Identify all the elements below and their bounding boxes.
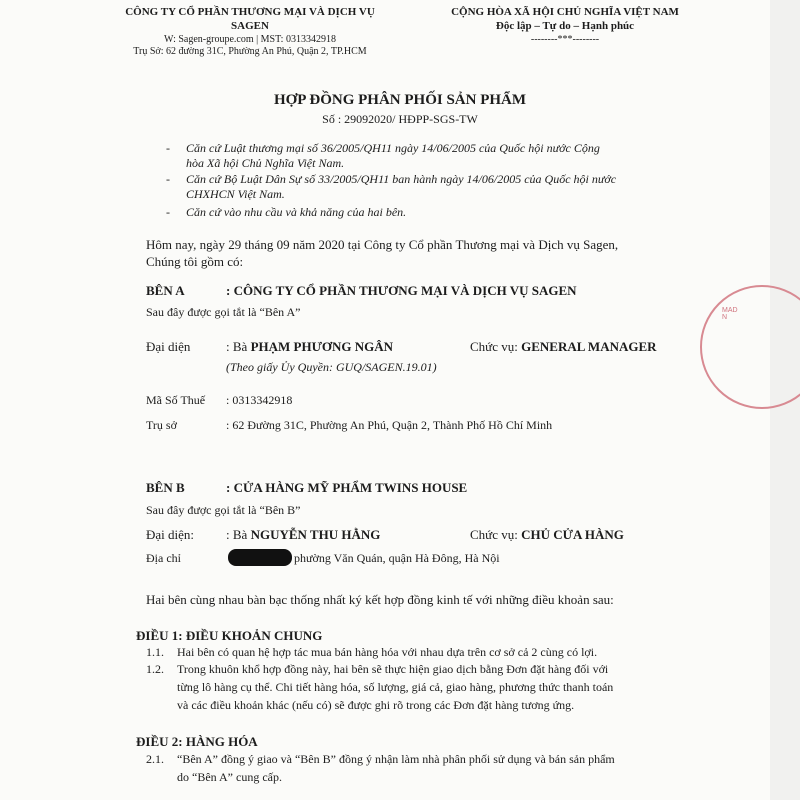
party-b-alias: Sau đây được gọi tắt là “Bên B” <box>146 503 301 517</box>
party-a-authorization: (Theo giấy Ủy Quyền: GUQ/SAGEN.19.01) <box>226 360 437 374</box>
article-1-title: ĐIỀU 1: ĐIỀU KHOẢN CHUNG <box>136 628 323 643</box>
agreement-text: Hai bên cùng nhau bàn bạc thống nhất ký kết hợp đồng kinh tế với những điều khoản sau: <box>146 592 614 607</box>
basis-bullet: - <box>166 172 170 186</box>
article-2-1-num: 2.1. <box>146 752 164 766</box>
company-name-line2: SAGEN <box>231 20 269 32</box>
party-a-alias: Sau đây được gọi tắt là “Bên A” <box>146 305 301 319</box>
basis-bullet: - <box>166 141 170 155</box>
basis-3-line1: Căn cứ vào nhu cầu và khả năng của hai bên. <box>186 205 407 219</box>
article-1-2-line3: và các điều khoản khác (nếu có) sẽ được ghi rõ trong các Đơn đặt hàng tương ứng. <box>177 698 575 712</box>
article-1-1-line1: Hai bên có quan hệ hợp tác mua bán hàng hóa với nhau dựa trên cơ sở cả 2 cùng có lợi. <box>177 645 598 659</box>
article-1-2-num: 1.2. <box>146 662 164 676</box>
party-a-position-value: GENERAL MANAGER <box>521 339 657 354</box>
redacted-block <box>228 549 292 566</box>
contract-number: Số : 29092020/ HĐPP-SGS-TW <box>322 112 478 126</box>
intro-line1: Hôm nay, ngày 29 tháng 09 năm 2020 tại Công ty Cổ phần Thương mại và Dịch vụ Sagen, <box>146 237 619 252</box>
party-a-rep-label: Đại diện <box>146 339 191 354</box>
party-b-rep-name: NGUYỄN THU HẰNG <box>250 527 381 542</box>
article-1-2-line1: Trong khuôn khổ hợp đồng này, hai bên sẽ thực hiện giao dịch bằng Đơn đặt hàng đối với <box>177 662 609 676</box>
party-b-address: phường Văn Quán, quận Hà Đông, Hà Nội <box>294 551 500 565</box>
article-1-1-num: 1.1. <box>146 645 164 659</box>
party-a-position-label: Chức vụ: <box>470 339 522 354</box>
article-2-title: ĐIỀU 2: HÀNG HÓA <box>136 734 258 749</box>
party-a-rep-prefix: : Bà <box>226 339 251 354</box>
party-b-position-value: CHỦ CỬA HÀNG <box>521 527 624 542</box>
basis-2-line2: CHXHCN Việt Nam. <box>186 187 285 201</box>
party-a-tax-label: Mã Số Thuế <box>146 393 206 407</box>
company-name-line1: CÔNG TY CỔ PHẦN THƯƠNG MẠI VÀ DỊCH VỤ <box>125 6 375 18</box>
party-b-label: BÊN B <box>146 480 185 495</box>
company-website: W: Sagen-groupe.com | MST: 0313342918 <box>164 34 336 45</box>
basis-bullet: - <box>166 205 170 219</box>
party-a-rep-name: PHẠM PHƯƠNG NGÂN <box>250 339 394 354</box>
party-a-address-label: Trụ sở <box>146 418 177 432</box>
basis-1-line1: Căn cứ Luật thương mại số 36/2005/QH11 ngày 14/06/2005 của Quốc hội nước Cộng <box>186 141 600 155</box>
party-b-rep-prefix: : Bà <box>226 527 251 542</box>
basis-2-line1: Căn cứ Bộ Luật Dân Sự số 33/2005/QH11 ban hành ngày 14/06/2005 của Quốc hội nước <box>186 172 617 186</box>
contract-title: HỢP ĐỒNG PHÂN PHỐI SẢN PHẨM <box>273 92 527 108</box>
party-a-label: BÊN A <box>146 283 185 298</box>
party-a-name: : CÔNG TY CỔ PHẦN THƯƠNG MẠI VÀ DỊCH VỤ SAGEN <box>226 283 577 298</box>
nation-motto: Độc lập – Tự do – Hạnh phúc <box>495 20 635 32</box>
party-a-address: : 62 Đường 31C, Phường An Phú, Quận 2, Thành Phố Hồ Chí Minh <box>226 418 553 432</box>
party-a-tax: : 0313342918 <box>226 393 293 407</box>
basis-1-line2: hòa Xã hội Chủ Nghĩa Việt Nam. <box>186 156 345 170</box>
company-address: Trụ Sở: 62 đường 31C, Phường An Phú, Quận 2, TP.HCM <box>133 46 367 57</box>
article-2-1-line2: do “Bên A” cung cấp. <box>177 770 282 784</box>
party-b-rep-label: Đại diện: <box>146 527 195 542</box>
article-2-1-line1: “Bên A” đồng ý giao và “Bên B” đồng ý nhận làm nhà phân phối sử dụng và bán sản phẩm <box>177 752 615 766</box>
nation-divider: --------***-------- <box>530 34 600 45</box>
party-b-address-label: Địa chỉ <box>146 551 181 565</box>
party-b-position <box>470 527 624 543</box>
intro-line2: Chúng tôi gồm có: <box>146 254 244 269</box>
party-a-rep <box>226 339 393 355</box>
party-b-position-label: Chức vụ: <box>470 527 522 542</box>
nation-title: CỘNG HÒA XÃ HỘI CHỦ NGHĨA VIỆT NAM <box>451 6 679 18</box>
party-b-rep <box>226 527 380 543</box>
party-b-name: : CỬA HÀNG MỸ PHẨM TWINS HOUSE <box>226 480 468 495</box>
company-seal <box>700 285 800 409</box>
party-a-position <box>470 339 657 355</box>
seal-text: MADN <box>722 307 738 321</box>
article-1-2-line2: từng lô hàng cụ thể. Chi tiết hàng hóa, số lượng, giá cả, giao hàng, phương thức thanh toán <box>177 680 614 694</box>
